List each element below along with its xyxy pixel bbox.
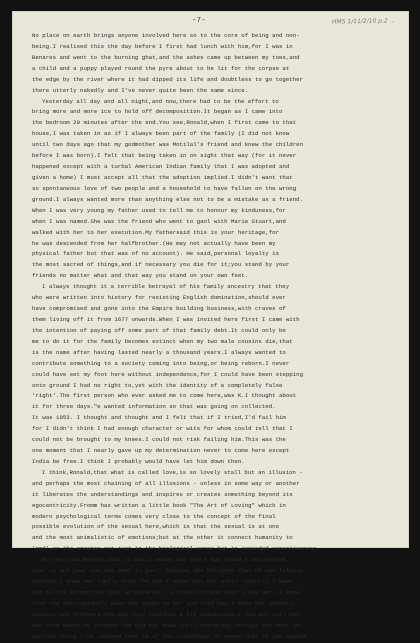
text-line: it for three days."e wanted information so that was going on collected. [32,403,276,411]
text-line: he was descended from her halfbrother.(He may not actually have been my [32,239,276,247]
text-line: from the description)I went and spoke to her and told her I knew her parents, [32,599,297,607]
text-line: possible evolution of the sexual here,which is that the sexual is at one [32,523,280,531]
text-line: the edge by the river where it had dipped its life and doubtless to go together [32,75,304,83]
text-line: have compromised and gone into the Empire building business,with craves of [32,305,286,313]
text-line: sisters and brothers.She was very cautious,a bit suspicious.I did not tell her [32,610,300,618]
letter-page [12,11,409,640]
text-line: could have set my foot here without independence,for I could have been stepping [32,370,304,378]
text-line: I think,Ronald,that what is called love,is so lovely stall but an illusion - [42,468,303,476]
text-line: Yesterday all day and all night,and now,there had to be the effort to [42,97,279,105]
text-line: walked with her to her execution.My fathersaid this is your heritage,for [32,228,280,236]
text-line: the intention of paying off some part of that family debt.It could only be [32,326,286,334]
text-line: house,I was taken in as if I always been part of the family (I did not know [32,130,290,138]
text-line: accused.I knew her family from '56,but I never met her until recently.I went [32,578,293,586]
text-line: onto ground I had no right to,yet with the identity of a completely false [32,381,283,389]
text-line: the most sacred of things,and if necessary you die for it;you stand by your [32,261,290,269]
text-line: who else where my friends.She did not know until yesterday.Perhaps the most im- [32,621,304,629]
text-line: one moment that I nearly gave up my determination never to come here except [32,447,290,455]
text-line: there utterly nakedly and I've never quite been the same since. [32,86,249,94]
text-line: could not be brought to my knees.I could not risk failing him.This was the [32,436,286,444]
text-line: friends no matter what and that way you stand on your own feet. [32,272,249,280]
page-number: -7- [192,17,207,25]
letter-body [32,31,402,643]
text-line: egocentricity.Fromm has written a little book "The Art of Loving" which in [32,501,286,509]
text-line: and the most animalistic of emotions;but at the other it connect humanity to [32,534,293,542]
text-line: until two days ago that my godmother was Motilal's friend and knew the children [32,141,304,149]
text-line: being.I realised this the day before I first had lunch with him,for I was in [32,42,293,50]
text-line: 'right'.The first person who ever asked me to come here,was K.I thought about [32,392,297,400]
text-line: so spontaneous love of two people and a household to have fallen on the wrong [32,184,297,192]
text-line: who were written into history for resisting English domination,should ever [32,294,286,302]
archive-reference: HMS 1/11/2/10 p.2 ... [331,17,396,26]
text-line: out to the airport as just an observer, a looker-on,and when I saw her (I knew [32,589,300,597]
text-line: the bedroom 20 minutes after the end.You see,Ronald,when I first came to that [32,119,297,127]
text-line: them living off it from 1677 onwards.When I was invited here first I came with [32,315,300,323]
text-line: Do you know,Ronald,that it was a woman who years ago loved X who worked [42,556,286,564]
text-line: It was 1953. I thought and thought and I felt that if I tried,I'd fail him [32,414,286,422]
text-line: happened except with a turbal American Indian family that I was adopted and [32,163,290,171]
text-line: 'god',or the creator,not just in the biological sense but in expanded consciousness. [32,545,321,553]
text-line: given a home) I must accept all that the adoption implied.I didn't want that [32,173,293,181]
text-line: modern psychological terms comes very close to the concept of the final [32,512,276,520]
text-line: when I was named.She was the friend who went to gaol with Marie Stuart,and [32,217,286,225]
text-line: ground.I always wanted more than anything else not to be a mistake as a friend. [32,195,304,203]
page-header [12,17,409,31]
text-line: is the name after having lasted nearly a thousand years.I always wanted to [32,348,286,356]
text-line: India be free.I think I probably would have let him down then. [32,457,245,465]
text-line: Benares and went to the burning ghat,and the ashes came up between my toes,and [32,53,300,61]
text-line: No place on earth brings anyone involved here so to the core of being and non- [32,32,300,39]
text-line: a child and a puppy played round the pyre about to be lit for the corpse at [32,64,290,72]
text-line: bring more and more ice to hold off decomposition.It began as I came into [32,108,283,116]
text-line: it liberates the understandings and inspires or creates something beyond its [32,490,293,498]
text-line: physical father but that was of no account). He said,personal loyalty is [32,250,280,258]
text-line: When I was very young my father used to tell me to honour my kinduness,for [32,206,286,214]
text-line: contribute something to a society coming into being,or being reborn.I never [32,359,290,367]
text-line: me to do it for the family becomes extinct when my two male cousins die,that [32,337,293,345]
text-line: and perhaps the most chaining of all illusions - unless in some way or another [32,479,300,487]
text-line: before I was born).I felt that being taken in on sight that way (for it never [32,152,297,160]
text-line: for I didn't think I had enough character or wits for whom could tell that I [32,425,293,433]
text-line: portant thing I've learned here is of the sisterhood of women;that if you cannot [32,632,307,640]
text-line: year in and year out,and went to gaol, because she believed that SK was falsely [32,567,304,575]
text-line: I always thought it a terrible betrayal of his family ancestry that they [42,283,290,291]
